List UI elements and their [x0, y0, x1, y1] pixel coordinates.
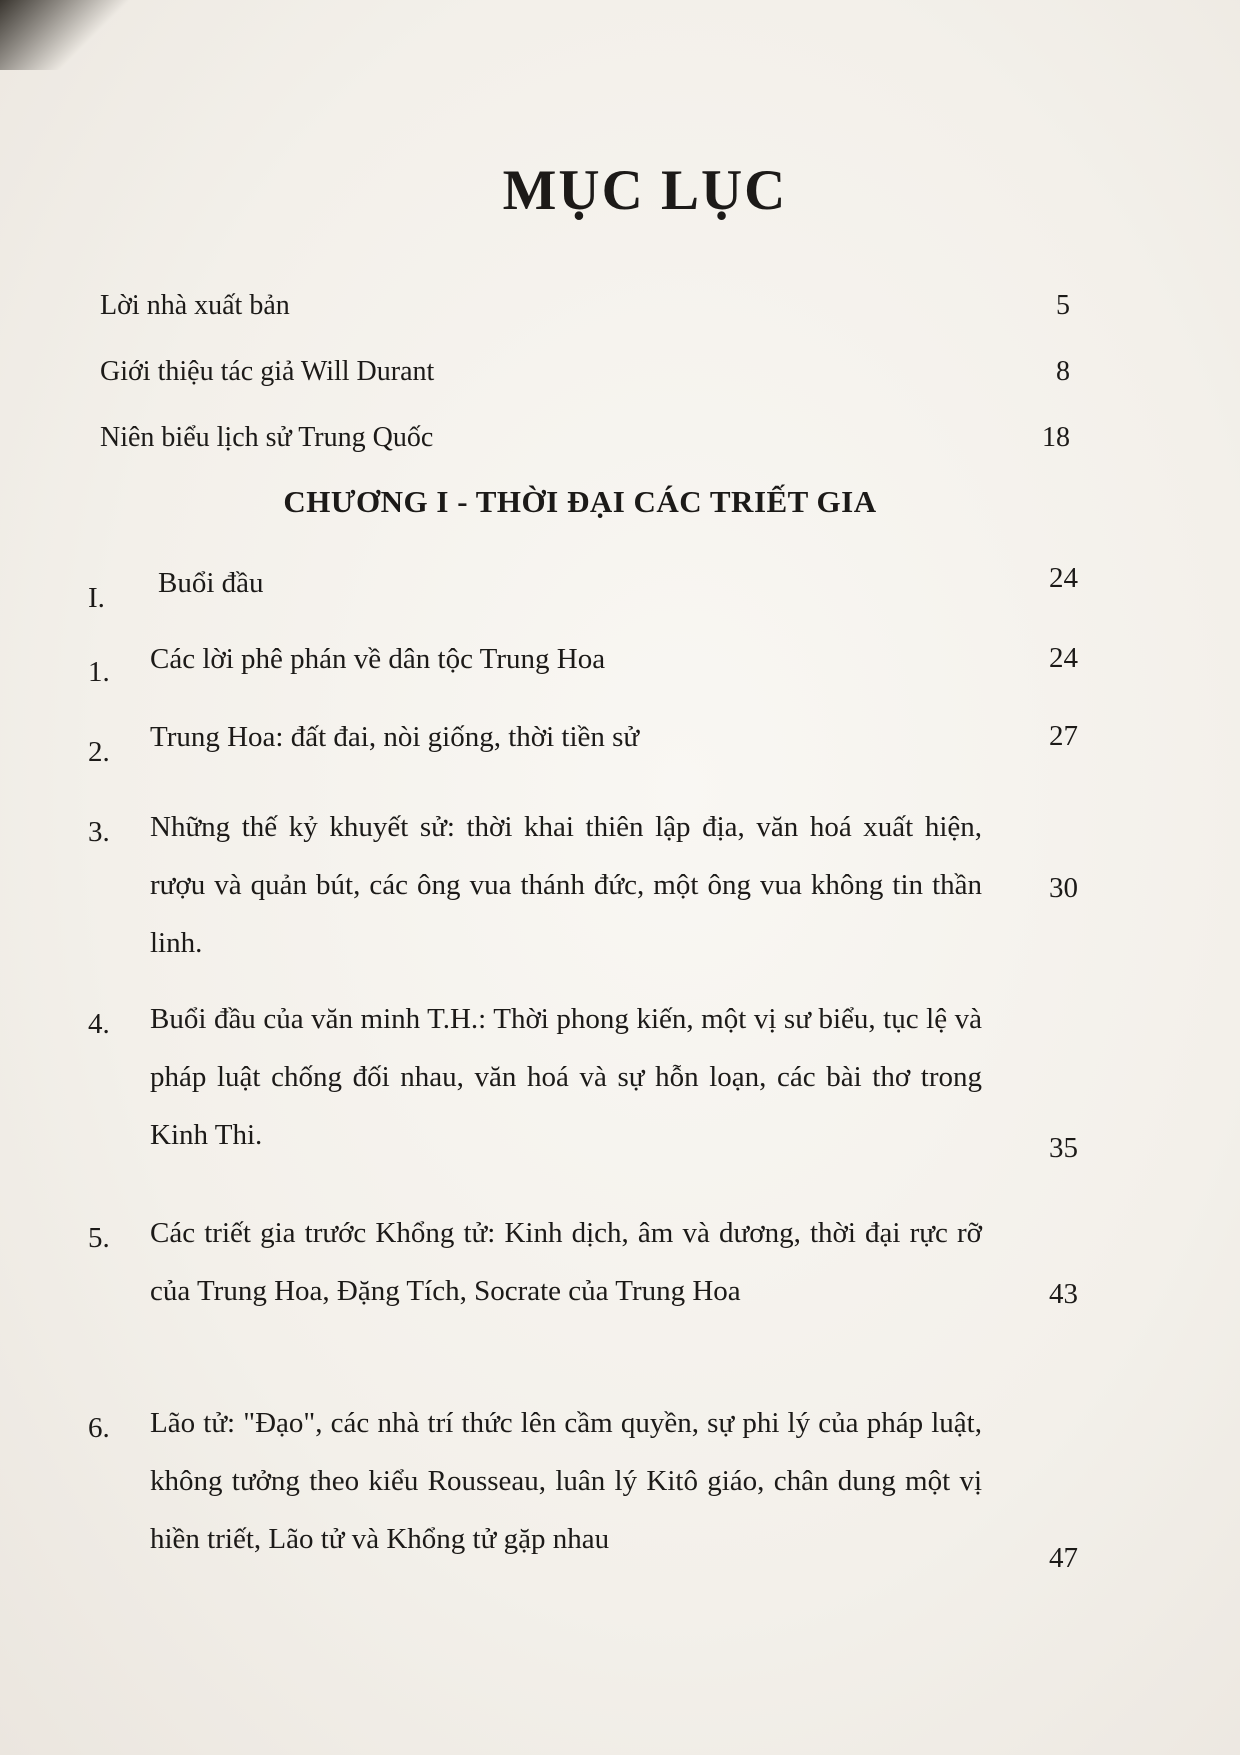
toc-entry-publisher-note	[100, 290, 1070, 322]
toc-item-number: 5.	[88, 1222, 110, 1254]
toc-item-page: 30	[1049, 872, 1078, 904]
toc-item-number: 6.	[88, 1412, 110, 1444]
toc-item-page: 35	[1049, 1132, 1078, 1164]
toc-item-number: 4.	[88, 1008, 110, 1040]
toc-item-text: Lão tử: "Đạo", các nhà trí thức lên cầm quyền, sự phi lý của pháp luật, không tưởng theo kiểu Rousseau, luân lý Kitô giáo, chân dung một vị hiền triết, Lão tử và Khổng tử gặp nhau	[150, 1407, 982, 1555]
toc-entry-label: Niên biểu lịch sử Trung Quốc	[100, 422, 434, 453]
toc-item-text: Các triết gia trước Khổng tử: Kinh dịch, âm và dương, thời đại rực rỡ của Trung Hoa, Đặng Tích, Socrate của Trung Hoa	[150, 1217, 982, 1307]
toc-item-page: 47	[1049, 1542, 1078, 1574]
page-title: MỤC LỤC	[502, 159, 788, 222]
toc-item-text: Buổi đầu	[158, 567, 264, 599]
toc-entry-chronology	[100, 422, 1070, 454]
toc-item-page: 27	[1049, 720, 1078, 752]
toc-item-page: 24	[1049, 562, 1078, 594]
toc-item-text: Những thế kỷ khuyết sử: thời khai thiên lập địa, văn hoá xuất hiện, rượu và quản bút, các ông vua thánh đức, một ông vua không tin thần linh.	[150, 811, 982, 959]
toc-item-page: 24	[1049, 642, 1078, 674]
scan-shadow	[0, 0, 130, 70]
toc-item-number: 1.	[88, 656, 110, 688]
toc-entry-page: 18	[1042, 422, 1070, 453]
toc-entry-page: 8	[1056, 356, 1070, 387]
toc-entry-page: 5	[1056, 290, 1070, 321]
toc-entry-author-intro	[100, 356, 1070, 388]
toc-item-text: Trung Hoa: đất đai, nòi giống, thời tiền sử	[150, 721, 640, 753]
chapter-heading: CHƯƠNG I - THỜI ĐẠI CÁC TRIẾT GIA	[283, 484, 877, 519]
toc-entry-label: Giới thiệu tác giả Will Durant	[100, 356, 435, 387]
toc-item-text: Các lời phê phán về dân tộc Trung Hoa	[150, 643, 606, 675]
toc-item-number: 2.	[88, 736, 110, 768]
toc-item-number: I.	[88, 582, 105, 614]
toc-item-number: 3.	[88, 816, 110, 848]
toc-item-page: 43	[1049, 1278, 1078, 1310]
toc-entry-label: Lời nhà xuất bản	[100, 290, 290, 321]
toc-item-text: Buổi đầu của văn minh T.H.: Thời phong kiến, một vị sư biểu, tục lệ và pháp luật chống đối nhau, văn hoá và sự hỗn loạn, các bài thơ trong Kinh Thi.	[150, 1003, 982, 1151]
